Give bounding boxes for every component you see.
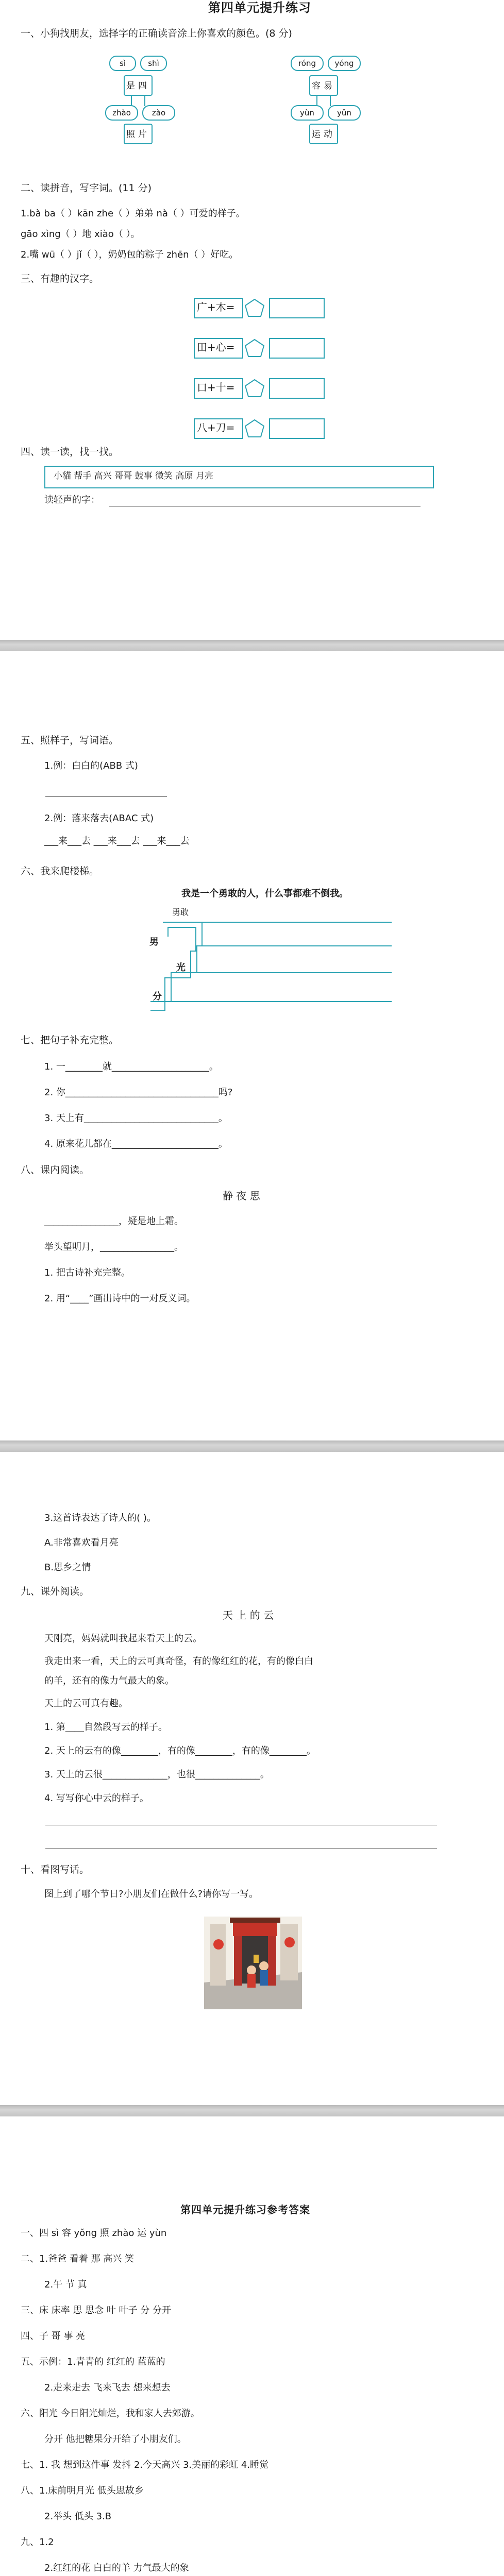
question-1: 一、小狗找朋友，选择字的正确读音涂上你喜欢的颜色。(8 分) bbox=[21, 28, 292, 39]
example-2: 2.例：落来落去(ABAC 式) bbox=[44, 813, 154, 824]
poem-question-2: 2. 用“____”画出诗中的一对反义词。 bbox=[44, 1293, 196, 1304]
passage-p2a: 我走出来一看，天上的云可真奇怪，有的像红红的花，有的像白白 bbox=[44, 1656, 313, 1667]
answer-line[interactable] bbox=[45, 796, 167, 797]
option-a[interactable]: A.非常喜欢看月亮 bbox=[44, 1537, 119, 1548]
reading-question-1[interactable]: 1. 第____自然段写云的样子。 bbox=[44, 1722, 167, 1733]
pentagon-icon bbox=[243, 378, 266, 399]
question-7: 七、把句子补充完整。 bbox=[21, 1035, 119, 1046]
pinyin-pill[interactable]: yǔn bbox=[328, 105, 361, 121]
page-separator bbox=[0, 2105, 504, 2116]
answer-box[interactable] bbox=[269, 378, 325, 399]
dog-icon: 容 易 bbox=[309, 75, 338, 96]
answer-line-2: 二、1.爸爸 看着 那 高兴 笑 bbox=[21, 2253, 135, 2264]
pentagon-icon bbox=[243, 338, 266, 359]
poem-title: 静 夜 思 bbox=[223, 1190, 260, 1202]
answer-box[interactable] bbox=[269, 298, 325, 318]
festival-illustration bbox=[204, 1917, 302, 2009]
dog-icon: 运 动 bbox=[309, 124, 338, 144]
option-b[interactable]: B.思乡之情 bbox=[44, 1562, 91, 1573]
answer-line-8: 六、阳光 今日阳光灿烂，我和家人去郊游。 bbox=[21, 2408, 200, 2419]
passage-p1: 天刚亮，妈妈就叫我起来看天上的云。 bbox=[44, 1633, 202, 1644]
pinyin-line-2: gāo xìng（ ）地 xiào（ ）。 bbox=[21, 229, 140, 240]
hanzi-row-2: 田+心= bbox=[194, 338, 348, 359]
question-9: 九、课外阅读。 bbox=[21, 1586, 90, 1597]
dog-icon: 是 四 bbox=[124, 75, 153, 96]
pinyin-card-4[interactable] bbox=[289, 103, 371, 160]
answer-line-12: 2.举头 低头 3.B bbox=[44, 2511, 112, 2522]
answer-key-title: 第四单元提升练习参考答案 bbox=[180, 2204, 310, 2216]
poem-question-3: 3.这首诗表达了诗人的( )。 bbox=[44, 1513, 156, 1523]
answer-line-14: 2.红红的花 白白的羊 力气最大的象 bbox=[44, 2563, 189, 2573]
poem-question-1: 1. 把古诗补充完整。 bbox=[44, 1267, 130, 1278]
answer-line-7: 2.走来走去 飞来飞去 想来想去 bbox=[44, 2382, 171, 2393]
page-title: 第四单元提升练习 bbox=[208, 1, 311, 15]
example-2-fill[interactable]: ___来___去 ___来___去 ___来___去 bbox=[44, 836, 190, 846]
stair-step-3: 光 bbox=[176, 962, 186, 973]
sentence-1[interactable]: 1. 一________就_____________________。 bbox=[44, 1061, 219, 1072]
pinyin-pill[interactable]: shì bbox=[140, 56, 167, 71]
answer-box[interactable] bbox=[269, 418, 325, 439]
answer-line-9: 分开 他把糖果分开给了小朋友们。 bbox=[44, 2434, 187, 2445]
answer-line-11: 八、1.床前明月光 低头思故乡 bbox=[21, 2485, 144, 2496]
find-label: 读轻声的字： bbox=[44, 495, 100, 505]
passage-title: 天 上 的 云 bbox=[223, 1609, 274, 1621]
reading-question-4: 4. 写写你心中云的样子。 bbox=[44, 1793, 149, 1804]
reading-question-3[interactable]: 3. 天上的云很______________，也很______________。 bbox=[44, 1769, 270, 1780]
page-4 bbox=[0, 2116, 504, 2576]
stair-diagram bbox=[119, 887, 407, 1011]
page-2 bbox=[0, 651, 504, 1440]
answer-line-6: 五、示例：1.青青的 红红的 蓝蓝的 bbox=[21, 2357, 165, 2367]
sentence-4[interactable]: 4. 原来花儿都在_______________________。 bbox=[44, 1139, 228, 1149]
answer-line-4: 三、床 床率 思 思念 叶 叶子 分 分开 bbox=[21, 2305, 172, 2316]
hanzi-row-1: 广+木= bbox=[194, 298, 348, 318]
pinyin-pill[interactable]: róng bbox=[291, 56, 324, 71]
poem-line-1[interactable]: ________________，疑是地上霜。 bbox=[44, 1216, 183, 1227]
pentagon-icon bbox=[243, 298, 266, 318]
question-4: 四、读一读，找一找。 bbox=[21, 446, 119, 457]
pinyin-line-3: 2.嘴 wū（ ）jǐ（ ），奶奶包的粽子 zhēn（ ）好吃。 bbox=[21, 249, 239, 260]
word-list: 小貓 帮手 高兴 哥哥 鼓事 微笑 高原 月亮 bbox=[54, 471, 213, 481]
pinyin-pill[interactable]: zào bbox=[142, 105, 175, 121]
stair-step-2: 男 bbox=[149, 937, 159, 947]
question-3: 三、有趣的汉字。 bbox=[21, 273, 99, 284]
passage-p2b: 的羊，还有的像力气最大的象。 bbox=[44, 1675, 174, 1686]
page-separator bbox=[0, 640, 504, 651]
answer-line-10: 七、1. 我 想到这件事 发抖 2.今天高兴 3.美丽的彩虹 4.睡觉 bbox=[21, 2460, 269, 2470]
question-8: 八、课内阅读。 bbox=[21, 1164, 90, 1176]
page-3 bbox=[0, 1452, 504, 2105]
poem-line-2[interactable]: 举头望明月，________________。 bbox=[44, 1242, 183, 1252]
question-2: 二、读拼音，写字词。(11 分) bbox=[21, 182, 152, 194]
pinyin-pill[interactable]: sì bbox=[109, 56, 136, 71]
pinyin-pill[interactable]: yóng bbox=[328, 56, 361, 71]
sentence-2[interactable]: 2. 你_________________________________吗? bbox=[44, 1087, 233, 1098]
hanzi-row-3: 口+十= bbox=[194, 378, 348, 399]
dog-icon: 照 片 bbox=[124, 124, 153, 144]
answer-line-13: 九、1.2 bbox=[21, 2537, 54, 2548]
example-1: 1.例：白白的(ABB 式) bbox=[44, 760, 138, 771]
page-separator bbox=[0, 1440, 504, 1452]
stair-banner: 我是一个勇敢的人，什么事都难不倒我。 bbox=[181, 888, 348, 899]
reading-question-2[interactable]: 2. 天上的云有的像________，有的像________，有的像________。 bbox=[44, 1745, 316, 1756]
answer-box[interactable] bbox=[269, 338, 325, 359]
pentagon-icon bbox=[243, 418, 266, 439]
sentence-3[interactable]: 3. 天上有_____________________________。 bbox=[44, 1113, 228, 1124]
stair-step-4: 分 bbox=[153, 991, 162, 1002]
stair-top-word: 勇敢 bbox=[172, 907, 189, 917]
pinyin-pill[interactable]: yùn bbox=[291, 105, 324, 121]
pinyin-card-3[interactable] bbox=[103, 103, 186, 160]
answer-line-5: 四、子 哥 事 亮 bbox=[21, 2331, 86, 2342]
picture-prompt: 图上到了哪个节日?小朋友们在做什么?请你写一写。 bbox=[44, 1889, 259, 1900]
passage-p3: 天上的云可真有趣。 bbox=[44, 1698, 128, 1709]
question-6: 六、我来爬楼梯。 bbox=[21, 866, 99, 877]
hanzi-row-4: 八+刀= bbox=[194, 418, 348, 439]
pinyin-pill[interactable]: zhào bbox=[105, 105, 138, 121]
pinyin-line-1: 1.bà ba（ ）kān zhe（ ）弟弟 nà（ ）可爱的样子。 bbox=[21, 208, 245, 219]
stair-lines bbox=[119, 887, 407, 1011]
page-1 bbox=[0, 0, 504, 640]
answer-line-1: 一、四 sì 容 yǒng 照 zhào 运 yùn bbox=[21, 2228, 167, 2239]
question-5: 五、照样子，写词语。 bbox=[21, 735, 119, 746]
answer-line-3: 2.午 节 真 bbox=[44, 2279, 87, 2290]
question-10: 十、看图写话。 bbox=[21, 1864, 90, 1875]
